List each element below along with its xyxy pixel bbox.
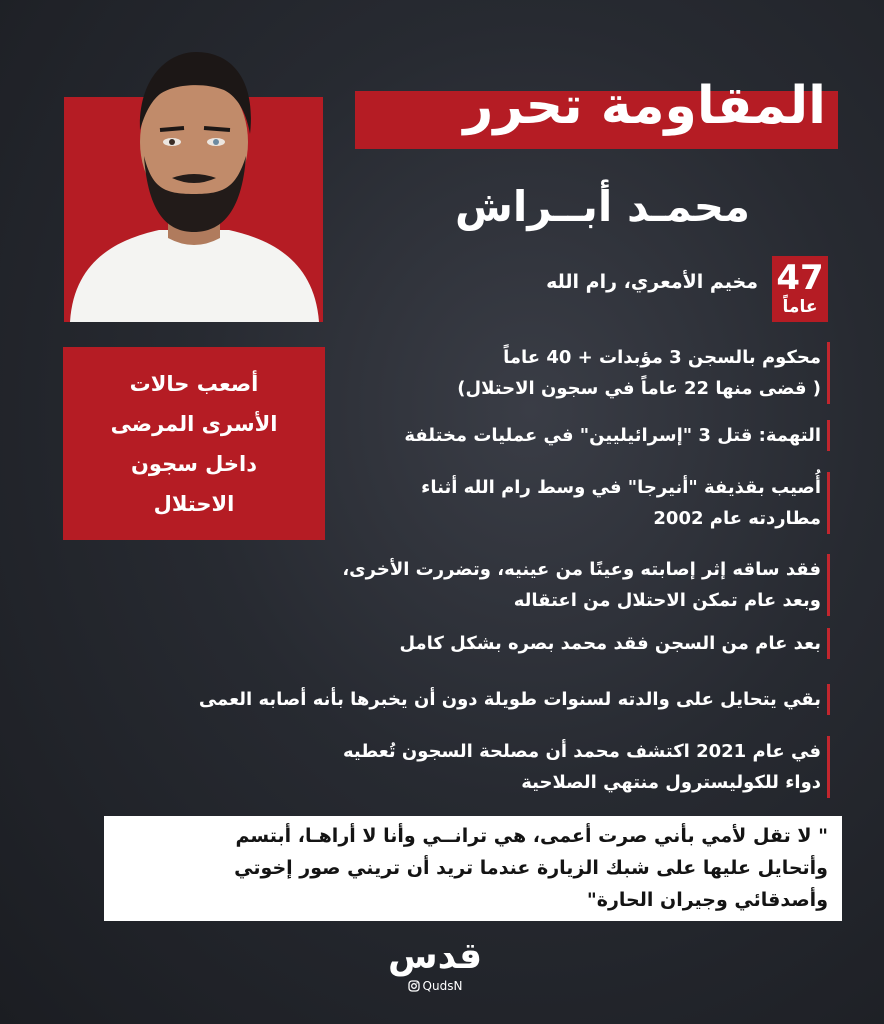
headline: المقاومة تحرر (463, 76, 826, 136)
quote-box (104, 816, 842, 921)
quote-line: " لا تقل لأمي بأني صرت أعمى، هي ترانــي وأنا لا أراهـا، أبتسم (235, 825, 828, 847)
fact-item (421, 472, 830, 534)
fact-item (399, 628, 830, 659)
fact-item (199, 684, 830, 715)
fact-line: دواء للكوليسترول منتهي الصلاحية (343, 767, 830, 798)
fact-line: محكوم بالسجن 3 مؤبدات + 40 عاماً (457, 342, 830, 373)
fact-line: مطاردته عام 2002 (421, 503, 830, 534)
condition-box (63, 347, 325, 540)
fact-item (343, 736, 830, 798)
fact-line: فقد ساقه إثر إصابته وعينًا من عينيه، وتضررت الأخرى، (342, 554, 830, 585)
location: مخيم الأمعري، رام الله (546, 271, 758, 293)
quote-line: وأتحايل عليها على شبك الزيارة عندما تريد أن تريني صور إخوتي (234, 857, 828, 879)
fact-line: بقي يتحايل على والدته لسنوات طويلة دون أن يخبرها بأنه أصابه العمى (199, 684, 830, 715)
prisoner-name: محمـد أبــراش (454, 182, 750, 231)
handle-text: QudsN (422, 979, 463, 993)
age-unit: عاماً (782, 297, 818, 317)
social-handle (408, 978, 463, 994)
condition-line: الاحتلال (153, 491, 235, 516)
fact-line: أُصيب بقذيفة "أنيرجا" في وسط رام الله أثناء (421, 472, 830, 503)
fact-item (342, 554, 830, 616)
headline-banner (355, 76, 838, 149)
fact-line: التهمة: قتل 3 "إسرائيليين" في عمليات مختلفة (404, 420, 830, 451)
brand-logo (380, 937, 490, 996)
fact-line: بعد عام من السجن فقد محمد بصره بشكل كامل (399, 628, 830, 659)
fact-line: ( قضى منها 22 عاماً في سجون الاحتلال) (457, 373, 830, 404)
logo-wordmark: قدس (387, 936, 483, 977)
fact-item (404, 420, 830, 451)
age-number: 47 (776, 258, 824, 298)
condition-line: الأسرى المرضى (110, 411, 278, 436)
fact-item (457, 342, 830, 404)
prisoner-portrait (64, 38, 323, 322)
age-badge (772, 256, 828, 322)
condition-line: داخل سجون (130, 451, 258, 476)
fact-line: في عام 2021 اكتشف محمد أن مصلحة السجون تُعطيه (343, 736, 830, 767)
quote-line: وأصدقائي وجيران الحارة" (586, 889, 828, 911)
fact-line: وبعد عام تمكن الاحتلال من اعتقاله (342, 585, 830, 616)
condition-line: أصعب حالات (129, 371, 259, 396)
instagram-icon (408, 980, 420, 992)
